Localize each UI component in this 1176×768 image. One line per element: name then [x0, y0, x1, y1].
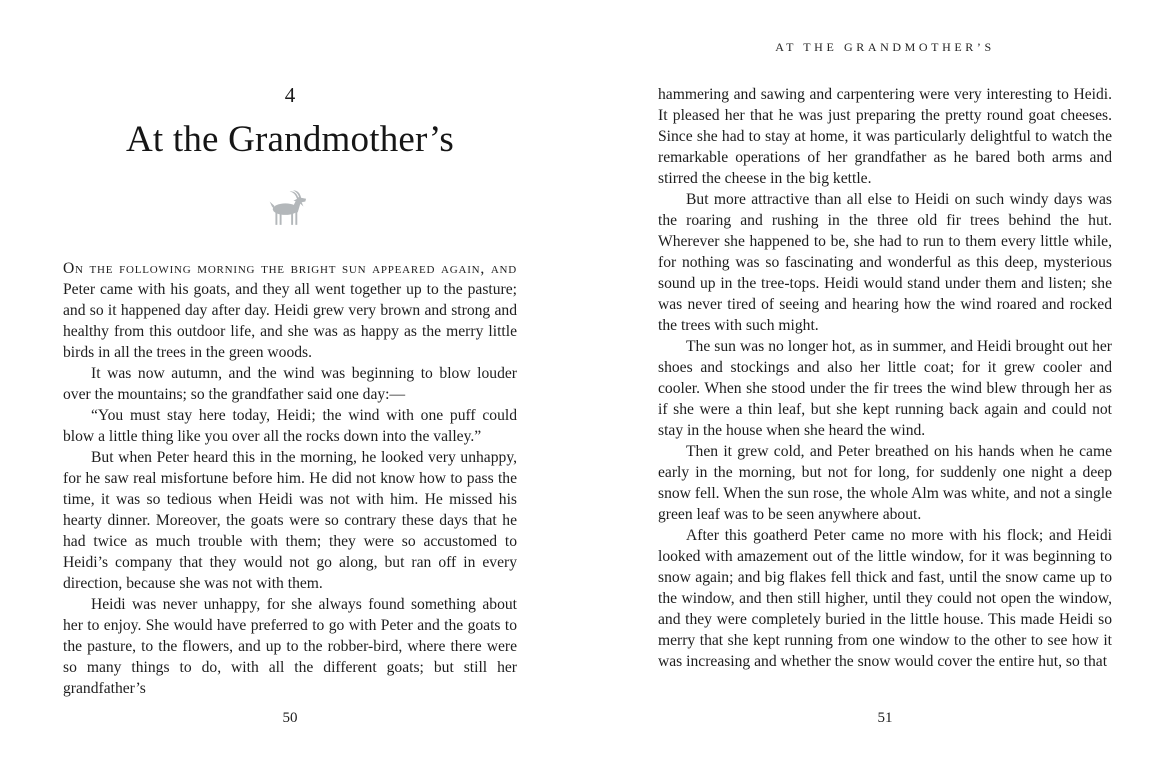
- right-page-body: [658, 84, 1112, 672]
- body-paragraph: It was now autumn, and the wind was beginning to blow louder over the mountains; so the grandfather said one day:—: [63, 365, 517, 403]
- opening-small-caps: On the following morning the bright sun appeared again, and: [63, 260, 517, 277]
- page-number-right: 51: [877, 710, 893, 726]
- chapter-number: 4: [284, 83, 296, 107]
- page-number-left: 50: [282, 710, 298, 726]
- body-paragraph: But more attractive than all else to Heidi on such windy days was the roaring and rushing in the three old fir trees behind the hut. Wherever she happened to be, she had to run to them every little while, for nothing was so fascinating and wonderful as this deep, mysterious sound up in the tree-tops. Heidi would stand under them and listen; she was never tired of seeing and hearing how the wind roared and rocked the trees with such might.: [658, 191, 1112, 334]
- left-page-body: [63, 258, 517, 699]
- goat-icon: [267, 217, 313, 234]
- chapter-ornament: [63, 186, 517, 230]
- chapter-title: At the Grandmother’s: [125, 119, 455, 160]
- running-head: AT THE GRANDMOTHER’S: [775, 40, 995, 54]
- left-page: [63, 0, 517, 768]
- body-paragraph: hammering and sawing and carpentering were very interesting to Heidi. It pleased her that he was just preparing the pretty round goat cheeses. Since she had to stay at home, it was particularly delightful to watch the remarkable operations of her grandfather as he bared both arms and stirred the cheese in the big kettle.: [658, 86, 1112, 187]
- opening-rest: Peter came with his goats, and they all went together up to the pasture; and so it happened day after day. Heidi grew very brown and strong and healthy from this outdoor life, and she was as happy as the merry little birds in all the trees in the green woods.: [63, 281, 517, 361]
- body-paragraph: After this goatherd Peter came no more with his flock; and Heidi looked with amazement out of the little window, for it was beginning to snow again; and big flakes fell thick and fast, until the snow came up to the window, and then still higher, until they could not open the window, and they were completely buried in the little house. This made Heidi so merry that she kept running from one window to the other to see how it was increasing and whether the snow would cover the entire hut, so that: [658, 527, 1112, 670]
- body-paragraph: [63, 258, 517, 363]
- body-paragraph: Then it grew cold, and Peter breathed on his hands when he came early in the morning, but not for long, for suddenly one night a deep snow fell. When the sun rose, the whole Alm was white, and not a single green leaf was to be seen anywhere about.: [658, 443, 1112, 523]
- body-paragraph: Heidi was never unhappy, for she always found something about her to enjoy. She would have preferred to go with Peter and the goats to the pasture, to the flowers, and up to the robber-bird, where there were so many things to do, with all the different goats; but still her grandfather’s: [63, 596, 517, 697]
- body-paragraph: But when Peter heard this in the morning, he looked very unhappy, for he saw real misfortune before him. He did not know how to pass the time, it was so tedious when Heidi was not with him. He missed his hearty dinner. Moreover, the goats were so contrary these days that he had twice as much trouble with them; they were so accustomed to Heidi’s company that they would not go along, but ran off in every direction, because she was not with them.: [63, 449, 517, 592]
- body-paragraph: The sun was no longer hot, as in summer, and Heidi brought out her shoes and stockings and also her little coat; for it grew cooler and cooler. When she stood under the fir trees the wind blew through her as if she were a thin leaf, but she kept running back again and could not stay in the house when she heard the wind.: [658, 338, 1112, 439]
- body-paragraph: “You must stay here today, Heidi; the wind with one puff could blow a little thing like you over all the rocks down into the valley.”: [63, 407, 517, 445]
- right-page: [658, 0, 1112, 768]
